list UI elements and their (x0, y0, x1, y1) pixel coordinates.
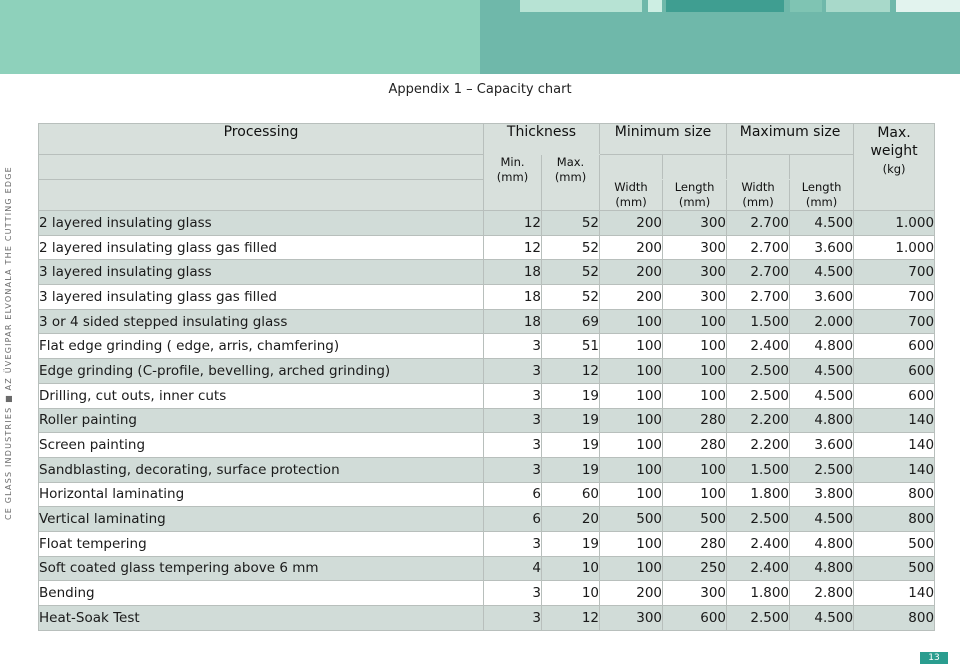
cell-thickness-min: 6 (484, 507, 542, 532)
cell-max-width: 1.800 (727, 581, 790, 606)
cell-thickness-min: 12 (484, 235, 542, 260)
cell-max-length: 4.500 (790, 507, 854, 532)
table-row (39, 309, 935, 334)
cell-thickness-max: 19 (542, 408, 600, 433)
cell-processing: Edge grinding (C-profile, bevelling, arched grinding) (39, 359, 484, 384)
cell-max-length: 4.800 (790, 408, 854, 433)
cell-max-weight: 700 (854, 309, 935, 334)
table-row (39, 581, 935, 606)
cell-min-length: 100 (663, 482, 727, 507)
cell-processing: Soft coated glass tempering above 6 mm (39, 556, 484, 581)
cell-max-weight: 500 (854, 556, 935, 581)
cell-min-length: 250 (663, 556, 727, 581)
header-minimum-size: Minimum size (600, 124, 727, 155)
cell-max-length: 3.600 (790, 285, 854, 310)
header-accent-bar (896, 0, 960, 12)
table-row (39, 507, 935, 532)
cell-min-width: 100 (600, 334, 663, 359)
cell-min-length: 300 (663, 285, 727, 310)
header-accent-bar (520, 0, 642, 12)
cell-max-weight: 700 (854, 260, 935, 285)
cell-processing: 3 layered insulating glass gas filled (39, 285, 484, 310)
table-row (39, 334, 935, 359)
cell-thickness-max: 60 (542, 482, 600, 507)
cell-max-length: 4.500 (790, 211, 854, 236)
table-row (39, 211, 935, 236)
cell-thickness-max: 69 (542, 309, 600, 334)
cell-max-width: 2.700 (727, 211, 790, 236)
cell-min-length: 500 (663, 507, 727, 532)
cell-processing: Horizontal laminating (39, 482, 484, 507)
cell-min-width: 100 (600, 433, 663, 458)
cell-thickness-max: 52 (542, 235, 600, 260)
header-thickness-min: Min. (mm) (484, 155, 542, 211)
table-row (39, 556, 935, 581)
cell-max-width: 2.700 (727, 235, 790, 260)
page-number: 13 (920, 652, 948, 664)
cell-thickness-min: 12 (484, 211, 542, 236)
cell-min-width: 200 (600, 235, 663, 260)
cell-thickness-max: 19 (542, 457, 600, 482)
cell-processing: Float tempering (39, 531, 484, 556)
cell-min-width: 100 (600, 556, 663, 581)
cell-max-weight: 600 (854, 334, 935, 359)
header-spacer (790, 155, 854, 180)
cell-thickness-max: 52 (542, 285, 600, 310)
cell-max-weight: 800 (854, 606, 935, 631)
cell-max-width: 1.800 (727, 482, 790, 507)
table-row (39, 285, 935, 310)
cell-min-length: 100 (663, 383, 727, 408)
table-row (39, 433, 935, 458)
table-row (39, 482, 935, 507)
cell-processing: Roller painting (39, 408, 484, 433)
cell-max-width: 2.400 (727, 531, 790, 556)
cell-thickness-min: 3 (484, 581, 542, 606)
header-thickness: Thickness (484, 124, 600, 155)
cell-processing: Flat edge grinding ( edge, arris, chamfering) (39, 334, 484, 359)
cell-min-width: 100 (600, 359, 663, 384)
cell-processing: Bending (39, 581, 484, 606)
page-title: Appendix 1 – Capacity chart (388, 82, 572, 97)
header-processing: Processing (39, 124, 484, 155)
header-maximum-size: Maximum size (727, 124, 854, 155)
table-row (39, 383, 935, 408)
cell-min-length: 280 (663, 408, 727, 433)
cell-max-width: 2.700 (727, 260, 790, 285)
cell-max-weight: 140 (854, 433, 935, 458)
cell-thickness-max: 19 (542, 433, 600, 458)
table-row (39, 235, 935, 260)
header-accent-bar (648, 0, 662, 12)
cell-min-length: 300 (663, 235, 727, 260)
cell-thickness-min: 3 (484, 433, 542, 458)
header-max-width: Width (mm) (727, 180, 790, 211)
cell-min-length: 100 (663, 457, 727, 482)
header-min-width: Width (mm) (600, 180, 663, 211)
cell-max-width: 2.500 (727, 606, 790, 631)
cell-processing: Sandblasting, decorating, surface protection (39, 457, 484, 482)
cell-thickness-min: 18 (484, 285, 542, 310)
cell-thickness-max: 51 (542, 334, 600, 359)
cell-min-length: 100 (663, 334, 727, 359)
cell-thickness-min: 6 (484, 482, 542, 507)
cell-min-width: 200 (600, 260, 663, 285)
cell-processing: Heat-Soak Test (39, 606, 484, 631)
cell-min-width: 100 (600, 383, 663, 408)
cell-max-length: 2.000 (790, 309, 854, 334)
cell-max-length: 3.600 (790, 433, 854, 458)
cell-min-width: 200 (600, 211, 663, 236)
cell-min-length: 280 (663, 433, 727, 458)
cell-min-length: 100 (663, 359, 727, 384)
header-spacer (663, 155, 727, 180)
cell-min-width: 100 (600, 457, 663, 482)
table-row (39, 260, 935, 285)
header-spacer (39, 180, 484, 211)
table-row (39, 408, 935, 433)
cell-thickness-min: 3 (484, 383, 542, 408)
cell-max-length: 2.500 (790, 457, 854, 482)
cell-max-width: 2.200 (727, 433, 790, 458)
cell-max-weight: 600 (854, 383, 935, 408)
cell-thickness-min: 3 (484, 408, 542, 433)
cell-processing: 3 layered insulating glass (39, 260, 484, 285)
cell-max-weight: 700 (854, 285, 935, 310)
table-row (39, 606, 935, 631)
cell-max-length: 4.800 (790, 556, 854, 581)
cell-min-width: 100 (600, 482, 663, 507)
cell-min-width: 200 (600, 285, 663, 310)
cell-processing: 3 or 4 sided stepped insulating glass (39, 309, 484, 334)
cell-min-length: 100 (663, 309, 727, 334)
cell-max-weight: 1.000 (854, 235, 935, 260)
cell-max-width: 2.400 (727, 556, 790, 581)
cell-thickness-max: 52 (542, 260, 600, 285)
cell-max-length: 4.500 (790, 260, 854, 285)
table-row (39, 457, 935, 482)
header-spacer (39, 155, 484, 180)
cell-processing: 2 layered insulating glass (39, 211, 484, 236)
header-spacer (727, 155, 790, 180)
cell-max-weight: 140 (854, 581, 935, 606)
cell-max-length: 4.800 (790, 531, 854, 556)
cell-max-length: 4.500 (790, 383, 854, 408)
cell-min-width: 100 (600, 309, 663, 334)
header-max-weight (854, 124, 935, 211)
cell-thickness-max: 12 (542, 359, 600, 384)
cell-max-length: 3.800 (790, 482, 854, 507)
cell-thickness-min: 4 (484, 556, 542, 581)
header-max-length: Length (mm) (790, 180, 854, 211)
cell-max-width: 1.500 (727, 457, 790, 482)
cell-max-weight: 140 (854, 408, 935, 433)
cell-thickness-max: 10 (542, 556, 600, 581)
cell-thickness-max: 19 (542, 383, 600, 408)
cell-thickness-min: 3 (484, 457, 542, 482)
capacity-table (38, 123, 935, 631)
cell-max-width: 2.700 (727, 285, 790, 310)
cell-min-width: 100 (600, 531, 663, 556)
header-min-length: Length (mm) (663, 180, 727, 211)
cell-max-weight: 140 (854, 457, 935, 482)
header-accent-bar (666, 0, 784, 12)
cell-min-length: 600 (663, 606, 727, 631)
cell-processing: 2 layered insulating glass gas filled (39, 235, 484, 260)
cell-min-length: 300 (663, 211, 727, 236)
cell-min-width: 500 (600, 507, 663, 532)
cell-max-width: 2.500 (727, 383, 790, 408)
cell-min-width: 300 (600, 606, 663, 631)
cell-thickness-min: 3 (484, 531, 542, 556)
cell-max-length: 3.600 (790, 235, 854, 260)
cell-max-length: 2.800 (790, 581, 854, 606)
cell-max-width: 2.200 (727, 408, 790, 433)
cell-thickness-max: 12 (542, 606, 600, 631)
cell-min-width: 100 (600, 408, 663, 433)
cell-max-length: 4.500 (790, 359, 854, 384)
cell-processing: Drilling, cut outs, inner cuts (39, 383, 484, 408)
cell-thickness-max: 20 (542, 507, 600, 532)
cell-min-length: 300 (663, 581, 727, 606)
cell-max-weight: 800 (854, 482, 935, 507)
cell-max-weight: 1.000 (854, 211, 935, 236)
cell-max-length: 4.800 (790, 334, 854, 359)
cell-min-width: 200 (600, 581, 663, 606)
cell-thickness-min: 18 (484, 309, 542, 334)
cell-thickness-max: 19 (542, 531, 600, 556)
cell-max-width: 2.500 (727, 359, 790, 384)
header-accent-bar (826, 0, 890, 12)
cell-thickness-max: 10 (542, 581, 600, 606)
header-band-left (0, 0, 480, 74)
cell-max-length: 4.500 (790, 606, 854, 631)
table-row (39, 359, 935, 384)
cell-min-length: 300 (663, 260, 727, 285)
cell-thickness-min: 3 (484, 606, 542, 631)
cell-max-width: 2.400 (727, 334, 790, 359)
side-brand-text: CE GLASS INDUSTRIES ■ AZ ÜVEGIPAR ELVONALA THE CUTTING EDGE (4, 166, 13, 520)
cell-max-weight: 800 (854, 507, 935, 532)
header-spacer (600, 155, 663, 180)
cell-thickness-min: 18 (484, 260, 542, 285)
cell-max-weight: 600 (854, 359, 935, 384)
cell-processing: Vertical laminating (39, 507, 484, 532)
header-max-weight-label: Max. weight (870, 125, 918, 159)
table-row (39, 531, 935, 556)
cell-max-width: 2.500 (727, 507, 790, 532)
header-accent-bar (790, 0, 822, 12)
capacity-table-body (39, 211, 935, 631)
cell-max-weight: 500 (854, 531, 935, 556)
cell-min-length: 280 (663, 531, 727, 556)
cell-thickness-min: 3 (484, 359, 542, 384)
header-max-weight-unit: (kg) (882, 162, 906, 176)
cell-processing: Screen painting (39, 433, 484, 458)
header-thickness-max: Max. (mm) (542, 155, 600, 211)
cell-thickness-max: 52 (542, 211, 600, 236)
cell-max-width: 1.500 (727, 309, 790, 334)
cell-thickness-min: 3 (484, 334, 542, 359)
